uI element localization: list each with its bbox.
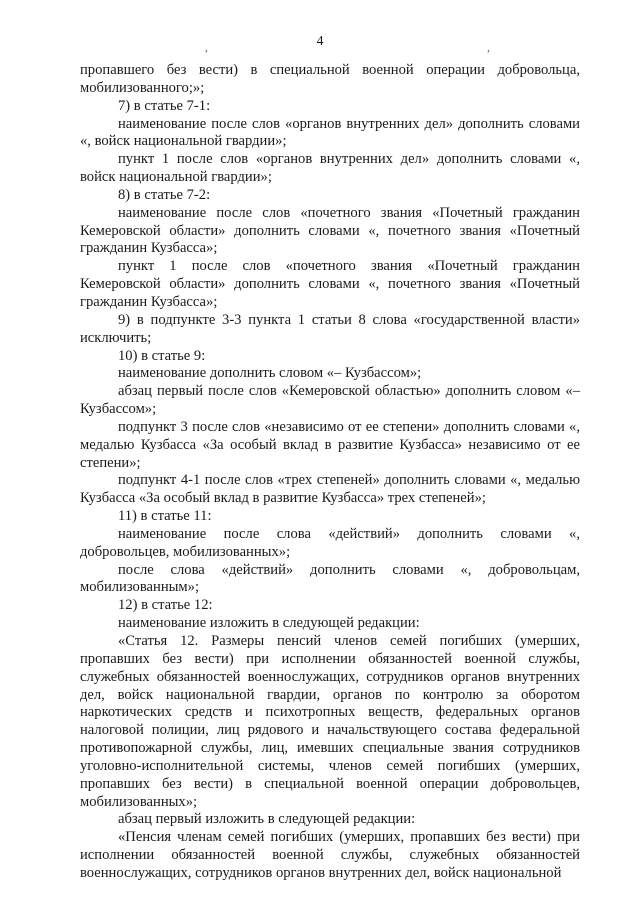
scan-mark: , <box>487 40 490 54</box>
paragraph: наименование после слова «действий» дополнить словами «, добровольцев, мобилизованных»; <box>80 525 580 560</box>
paragraph: абзац первый изложить в следующей редакции: <box>118 811 416 828</box>
paragraph: подпункт 3 после слов «независимо от ее степени» дополнить словами «, медалью Кузбасса «За особый вклад в развитие Кузбасса» независимо от ее степени»; <box>80 418 580 471</box>
paragraph: наименование изложить в следующей редакции: <box>118 615 420 632</box>
paragraph: абзац первый после слов «Кемеровской областью» дополнить словом «– Кузбассом»; <box>80 383 580 418</box>
paragraph: 8) в статье 7-2: <box>118 186 211 203</box>
paragraph: наименование после слов «почетного звания «Почетный гражданин Кемеровской области» дополнить словами «, почетного звания «Почетный гражданин Кузбасса»; <box>80 204 580 257</box>
paragraph: 7) в статье 7-1: <box>118 97 211 114</box>
paragraph: подпункт 4-1 после слов «трех степеней» дополнить словами «, медалью Кузбасса «За особый вклад в развитие Кузбасса» трех степеней»; <box>80 472 580 507</box>
page-number: 4 <box>316 34 324 49</box>
paragraph: пункт 1 после слов «почетного звания «Почетный гражданин Кемеровской области» дополнить словами «, почетного звания «Почетный гражданин Кузбасса»; <box>80 258 580 310</box>
paragraph: «Пенсия членам семей погибших (умерших, пропавших без вести) при исполнении обязанностей военной службы, служебных обязанностей военнослужащих, сотрудников органов внутренних дел, войск национальной <box>80 829 580 881</box>
scan-mark: , <box>205 40 208 54</box>
document-body <box>80 62 580 883</box>
paragraph: пункт 1 после слов «органов внутренних дел» дополнить словами «, войск национальной гвардии»; <box>80 151 580 186</box>
paragraph: 10) в статье 9: <box>118 347 206 364</box>
paragraph: пропавшего без вести) в специальной военной операции добровольца, мобилизованного;»; <box>80 62 580 96</box>
paragraph: наименование дополнить словом «– Кузбассом»; <box>118 365 422 382</box>
paragraph: 12) в статье 12: <box>118 597 213 614</box>
paragraph: наименование после слов «органов внутренних дел» дополнить словами «, войск национальной гвардии»; <box>80 115 580 150</box>
paragraph: 9) в подпункте 3-3 пункта 1 статьи 8 слова «государственной власти» исключить; <box>80 311 580 346</box>
paragraph: после слова «действий» дополнить словами «, добровольцам, мобилизованным»; <box>80 561 580 596</box>
paragraph: «Статья 12. Размеры пенсий членов семей погибших (умерших, пропавших без вести) при исполнении обязанностей военной службы, служебных обязанностей военнослужащих, сотрудников органов внутренних дел, войск национальной гвардии, органов по контролю за оборотом наркотических средств и психотропных веществ, федеральных органов налоговой полиции, лиц рядового и начальствующего состава федеральной противопожарной службы, лиц, имевших специальные звания сотрудников уголовно-исполнительной системы, членов семей погибших (умерших, пропавших без вести) в специальной военной операции добровольцев, мобилизованных»; <box>80 633 580 810</box>
paragraph: 11) в статье 11: <box>118 508 212 525</box>
